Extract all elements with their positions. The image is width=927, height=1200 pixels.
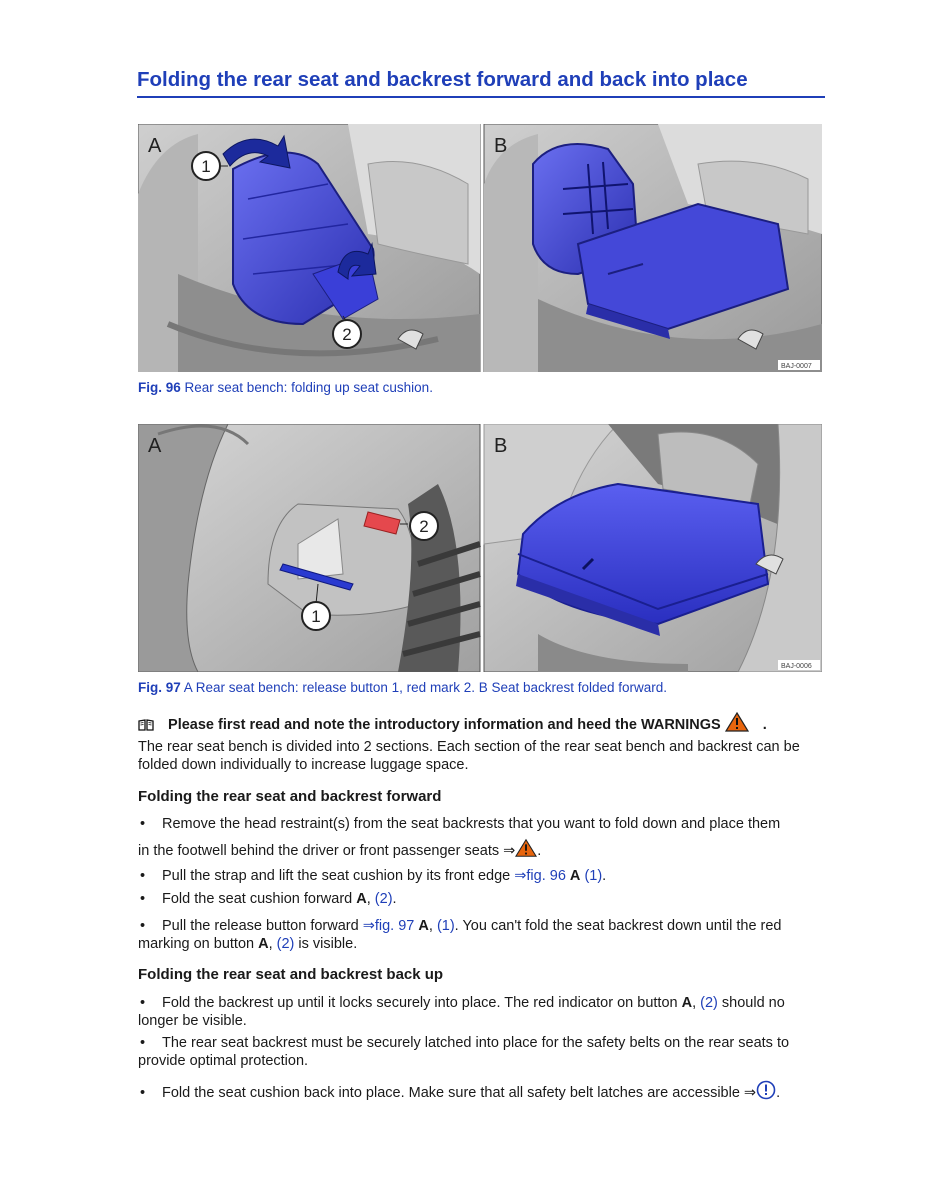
panel-b-letter: B <box>494 435 508 457</box>
read-note-text: Please first read and note the introductory information and heed the WARNINGS <box>168 717 721 733</box>
image-code: BAJ-0006 <box>781 663 812 670</box>
caution-circle-icon[interactable] <box>756 1080 776 1100</box>
section-back-heading: Folding the rear seat and backrest back up <box>138 966 444 983</box>
warning-triangle-icon[interactable] <box>515 838 537 858</box>
panel-b-letter: B <box>494 135 508 157</box>
read-note <box>138 712 767 733</box>
warning-triangle-icon[interactable] <box>725 712 749 732</box>
figure-97 <box>138 424 822 672</box>
bullet-dot: • <box>140 868 146 884</box>
book-icon <box>138 719 154 731</box>
figure-96-panel-b <box>484 124 822 372</box>
callout-ref-link[interactable]: (1) <box>584 868 603 884</box>
bullet-text: Fold the seat cushion back into place. Make sure that all safety belt latches are accessible ⇒ <box>162 1085 757 1101</box>
page-title: Folding the rear seat and backrest forward and back into place <box>137 68 825 98</box>
bullet-dot: • <box>140 816 146 832</box>
panel-ref: A <box>418 918 429 934</box>
figure-96-caption-label: Fig. 96 <box>138 380 181 395</box>
bullet-text: Remove the head restraint(s) from the seat backrests that you want to fold down and place them <box>162 816 781 832</box>
bullet-end: should no longer be visible. <box>138 995 785 1029</box>
panel-a-letter: A <box>148 435 162 457</box>
bullet-text: Fold the seat cushion forward <box>162 891 357 907</box>
list-item <box>138 917 828 953</box>
list-item <box>138 994 828 1030</box>
figure-97-panel-b <box>484 424 822 672</box>
callout-1-label: 1 <box>311 607 321 626</box>
figure-97-illustration <box>138 424 822 672</box>
bullet-text: Pull the strap and lift the seat cushion by its front edge <box>162 868 515 884</box>
separator: , <box>366 891 375 907</box>
figure-97-caption-text: A Rear seat bench: release button 1, red mark 2. B Seat backrest folded forward. <box>183 680 668 695</box>
image-code: BAJ-0007 <box>781 363 812 370</box>
bullet-dot: • <box>140 995 146 1011</box>
callout-2-label: 2 <box>342 325 352 344</box>
callout-1-label: 1 <box>201 157 211 176</box>
list-item <box>138 815 828 833</box>
bullet-end: is visible. <box>294 936 358 952</box>
figure-96-caption-text: Rear seat bench: folding up seat cushion. <box>184 380 433 395</box>
callout-2-label: 2 <box>419 517 429 536</box>
figure-97-caption-label: Fig. 97 <box>138 680 181 695</box>
callout-ref-link[interactable]: (1) <box>436 918 455 934</box>
figure-96-caption <box>138 380 433 395</box>
bullet-dot: • <box>140 1035 146 1051</box>
bullet-text: The rear seat backrest must be securely latched into place for the safety belts on the rear seats to provide optimal protection. <box>138 1035 790 1069</box>
panel-ref: A <box>356 891 367 907</box>
figure-97-panel-a <box>138 424 480 672</box>
separator: , <box>268 936 277 952</box>
callout-ref-link[interactable]: (2) <box>276 936 295 952</box>
panel-a-letter: A <box>148 135 162 157</box>
bullet-dot: • <box>140 1085 146 1101</box>
separator: , <box>692 995 701 1011</box>
list-item-continuation <box>138 838 828 860</box>
list-item <box>138 890 828 908</box>
figure-97-link[interactable]: ⇒fig. 97 <box>362 918 415 934</box>
read-note-end: . <box>762 717 767 733</box>
figure-96-link[interactable]: ⇒fig. 96 <box>514 868 566 884</box>
list-item <box>138 867 828 885</box>
list-item <box>138 1034 828 1070</box>
bullet-dot: • <box>140 891 146 907</box>
callout-ref-link[interactable]: (2) <box>700 995 718 1011</box>
intro-paragraph: The rear seat bench is divided into 2 sections. Each section of the rear seat bench and backrest can be folded down individually to increase luggage space. <box>138 739 800 773</box>
panel-ref: A <box>258 936 269 952</box>
bullet-end: . <box>392 891 397 907</box>
bullet-end: . <box>537 843 542 859</box>
figure-97-caption <box>138 680 667 695</box>
panel-ref: A <box>681 995 693 1011</box>
panel-ref: A <box>569 868 581 884</box>
bullet-dot: • <box>140 918 146 934</box>
section-forward-heading: Folding the rear seat and backrest forward <box>138 788 442 805</box>
figure-96-panel-a <box>138 124 480 372</box>
separator: , <box>428 918 437 934</box>
callout-ref-link[interactable]: (2) <box>374 891 393 907</box>
bullet-text: in the footwell behind the driver or front passenger seats ⇒ <box>138 843 516 859</box>
bullet-text-mid: . You can't fold the seat backrest down until the red marking on button <box>138 918 782 952</box>
bullet-text: Fold the backrest up until it locks securely into place. The red indicator on button <box>162 995 682 1011</box>
figure-96 <box>138 124 822 372</box>
figure-96-illustration <box>138 124 822 372</box>
list-item <box>138 1080 828 1102</box>
bullet-end: . <box>776 1085 781 1101</box>
bullet-text: Pull the release button forward <box>162 918 363 934</box>
bullet-end: . <box>602 868 607 884</box>
